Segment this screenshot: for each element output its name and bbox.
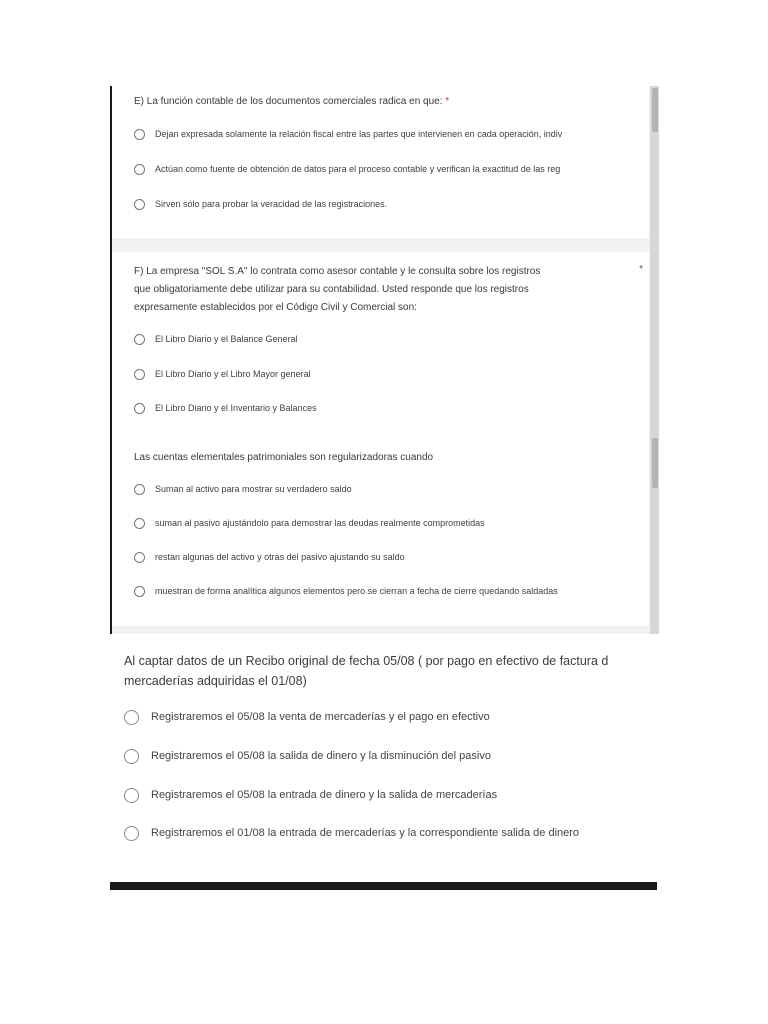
option-recibo-2[interactable]: [124, 747, 491, 765]
radio-button[interactable]: [134, 129, 145, 140]
option-e-2[interactable]: [134, 161, 560, 177]
option-label: El Libro Diario y el Libro Mayor general: [155, 369, 311, 379]
option-recibo-1[interactable]: [124, 708, 490, 726]
radio-button[interactable]: [134, 334, 145, 345]
option-g-3[interactable]: [134, 549, 405, 565]
option-e-3[interactable]: [134, 196, 387, 212]
radio-button[interactable]: [134, 164, 145, 175]
option-f-2[interactable]: [134, 366, 311, 382]
question-f-line-2: que obligatoriamente debe utilizar para su contabilidad. Usted responde que los registros: [134, 284, 529, 295]
question-e-title: E) La función contable de los documentos comerciales radica en que: *: [134, 96, 450, 107]
radio-button[interactable]: [134, 199, 145, 210]
radio-button[interactable]: [134, 484, 145, 495]
question-recibo-line-1: Al captar datos de un Recibo original de fecha 05/08 ( por pago en efectivo de factura d: [124, 654, 609, 668]
radio-button[interactable]: [124, 826, 139, 841]
option-label: Sirven sólo para probar la veracidad de las registraciones.: [155, 199, 388, 209]
radio-button[interactable]: [134, 552, 145, 563]
bottom-edge-bar: [110, 882, 657, 890]
question-f-line-3: expresamente establecidos por el Código Civil y Comercial son:: [134, 302, 417, 313]
option-g-2[interactable]: [134, 515, 485, 531]
option-e-1[interactable]: [134, 126, 562, 142]
radio-button[interactable]: [124, 710, 139, 725]
question-card-e: [112, 86, 649, 238]
radio-button[interactable]: [134, 518, 145, 529]
question-g-title: Las cuentas elementales patrimoniales son regularizadoras cuando: [134, 452, 434, 463]
option-label: Registraremos el 05/08 la entrada de dinero y la salida de mercaderías: [151, 789, 498, 801]
form-screenshot-bottom: [110, 634, 657, 890]
form-screenshot-top: [110, 86, 659, 634]
option-recibo-4[interactable]: [124, 824, 579, 842]
option-label: Dejan expresada solamente la relación fiscal entre las partes que intervienen en cada operación, indiv: [155, 129, 563, 139]
option-label: Registraremos el 05/08 la venta de mercaderías y el pago en efectivo: [151, 711, 490, 723]
question-card-f: [112, 252, 649, 626]
scrollbar-thumb[interactable]: [652, 88, 658, 132]
option-label: El Libro Diario y el Balance General: [155, 334, 298, 344]
option-label: Registraremos el 01/08 la entrada de mercaderías y la correspondiente salida de dinero: [151, 827, 580, 839]
option-label: Actúan como fuente de obtención de datos para el proceso contable y verifican la exactitud de las reg: [155, 164, 561, 174]
question-f-line-1: F) La empresa "SOL S.A" lo contrata como asesor contable y le consulta sobre los registros: [134, 266, 541, 277]
radio-button[interactable]: [124, 749, 139, 764]
option-label: Suman al activo para mostrar su verdadero saldo: [155, 484, 352, 494]
required-mark-f: *: [639, 264, 643, 275]
option-label: suman al pasivo ajustándolo para demostrar las deudas realmente comprometidas: [155, 518, 485, 528]
required-mark: *: [445, 96, 450, 107]
option-label: El Libro Diario y el Inventario y Balances: [155, 403, 317, 413]
option-f-1[interactable]: [134, 331, 298, 347]
option-label: restan algunas del activo y otras del pasivo ajustando su saldo: [155, 552, 405, 562]
radio-button[interactable]: [134, 403, 145, 414]
scrollbar-thumb-lower[interactable]: [652, 438, 658, 488]
radio-button[interactable]: [124, 788, 139, 803]
option-g-1[interactable]: [134, 481, 352, 497]
radio-button[interactable]: [134, 369, 145, 380]
scrollbar-track[interactable]: [650, 86, 659, 634]
option-label: muestran de forma analítica algunos elementos pero se cierran a fecha de cierre quedando saldadas: [155, 586, 558, 596]
option-label: Registraremos el 05/08 la salida de dinero y la disminución del pasivo: [151, 750, 491, 762]
radio-button[interactable]: [134, 586, 145, 597]
question-recibo-line-2: mercaderías adquiridas el 01/08): [124, 674, 307, 688]
option-f-3[interactable]: [134, 400, 317, 416]
option-g-4[interactable]: [134, 583, 558, 599]
option-recibo-3[interactable]: [124, 786, 497, 804]
